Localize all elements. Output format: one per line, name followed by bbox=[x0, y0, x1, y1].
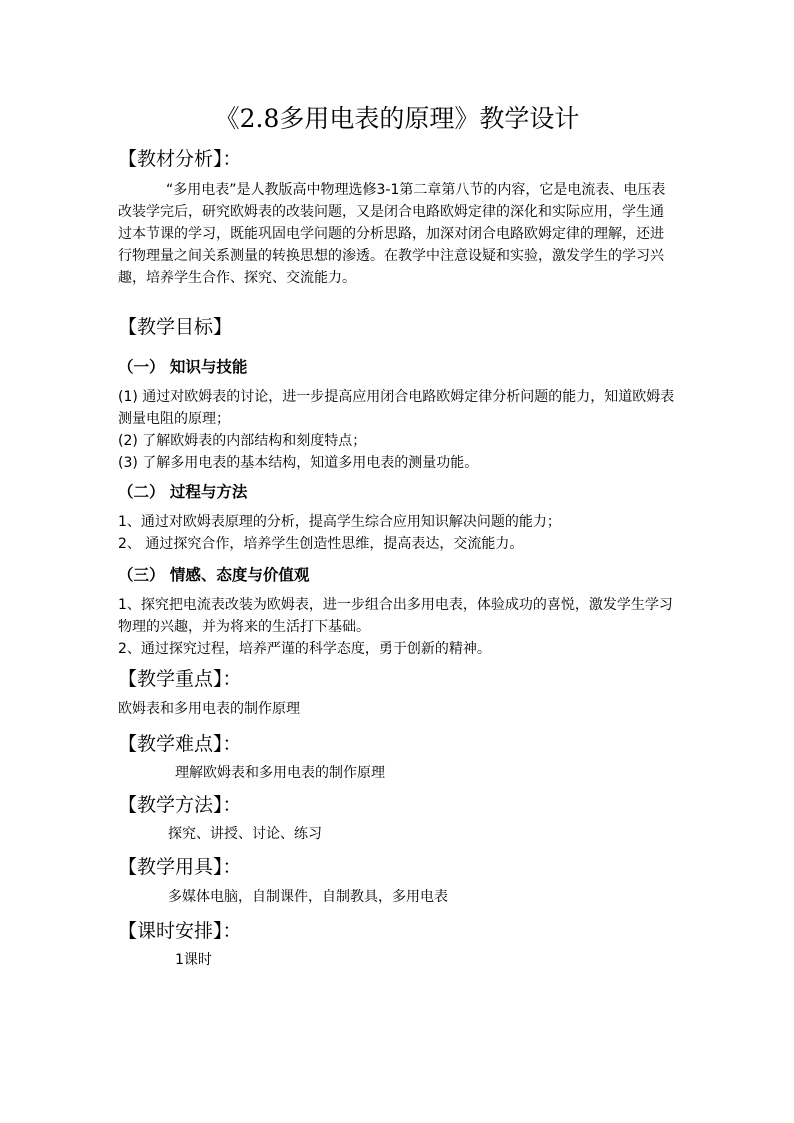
section-heading-methods: 【教学方法】： bbox=[118, 794, 242, 816]
section-heading-tools: 【教学用具】： bbox=[118, 856, 242, 878]
section-heading-schedule: 【课时安排】： bbox=[118, 920, 242, 942]
list-item: (3) 了解多用电表的基本结构，知道多用电表的测量功能。 bbox=[118, 455, 479, 471]
methods-text: 探究、讲授、讨论、练习 bbox=[168, 826, 322, 842]
list-item: 2、通过探究过程，培养严谨的科学态度，勇于创新的精神。 bbox=[118, 641, 491, 657]
material-analysis-text: “多用电表”是人教版高中物理选修3-1第二章第八节的内容，它是电流表、电压表改装学完后，研究欧姆表的改装问题，又是闭合电路欧姆定律的深化和实际应用，学生通过本节课的学习，既能巩固电学问题的分析思路，加深对闭合电路欧姆定律的理解，还进行物理量之间关系测量的转换思想的渗透。在教学中注意设疑和实验，激发学生的学习兴趣，培养学生合作、探究、交流能力。 bbox=[118, 182, 666, 286]
list-item: (1) 通过对欧姆表的讨论，进一步提高应用闭合电路欧姆定律分析问题的能力，知道欧姆表测量电阻的原理； bbox=[118, 389, 675, 427]
tools-text: 多媒体电脑，自制课件，自制教具，多用电表 bbox=[168, 889, 448, 905]
attitude-list bbox=[118, 594, 676, 660]
section-heading-difficulties: 【教学难点】： bbox=[118, 733, 242, 755]
difficulties-text: 理解欧姆表和多用电表的制作原理 bbox=[175, 765, 385, 781]
document-title: 《2.8多用电表的原理》教学设计 bbox=[214, 104, 580, 133]
list-item: 1、通过对欧姆表原理的分析，提高学生综合应用知识解决问题的能力； bbox=[118, 514, 561, 530]
list-item: 2、 通过探究合作，培养学生创造性思维，提高表达，交流能力。 bbox=[118, 536, 524, 552]
key-points-text: 欧姆表和多用电表的制作原理 bbox=[118, 701, 300, 717]
list-item: 1、探究把电流表改装为欧姆表，进一步组合出多用电表，体验成功的喜悦，激发学生学习物理的兴趣，并为将来的生活打下基础。 bbox=[118, 597, 673, 635]
schedule-text: 1课时 bbox=[175, 952, 212, 968]
process-list bbox=[118, 511, 676, 555]
subheading-attitude: （三） 情感、态度与价值观 bbox=[118, 565, 310, 584]
knowledge-list bbox=[118, 386, 676, 474]
section-heading-goals: 【教学目标】 bbox=[118, 316, 233, 338]
subheading-process: （二） 过程与方法 bbox=[118, 482, 248, 501]
section-heading-material: 【教材分析】： bbox=[118, 148, 242, 170]
section-heading-key-points: 【教学重点】： bbox=[118, 668, 242, 690]
list-item: (2) 了解欧姆表的内部结构和刻度特点； bbox=[118, 433, 367, 449]
subheading-knowledge: （一） 知识与技能 bbox=[118, 357, 248, 376]
